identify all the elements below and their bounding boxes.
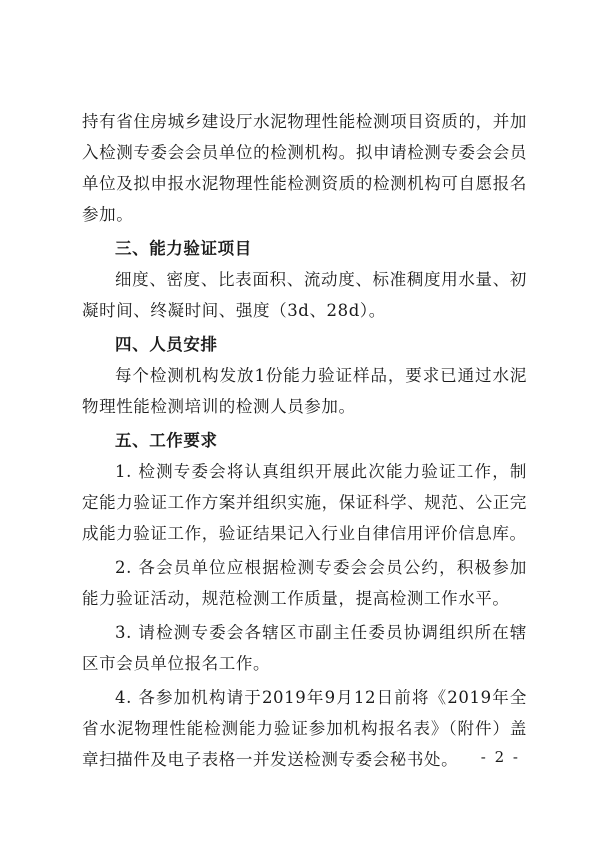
paragraph-section-4: 每个检测机构发放1份能力验证样品，要求已通过水泥物理性能检测培训的检测人员参加。 — [82, 366, 527, 416]
section-heading-3: 三、能力验证项目 — [115, 239, 252, 258]
list-item-3: 3. 请检测专委会各辖区市副主任委员协调组织所在辖区市会员单位报名工作。 — [82, 623, 527, 673]
list-item-2: 2. 各会员单位应根据检测专委会会员公约，积极参加能力验证活动，规范检测工作质量，提高检测工作水平。 — [82, 558, 527, 608]
section-heading-5: 五、工作要求 — [115, 431, 218, 450]
page-number: - 2 - — [480, 748, 520, 766]
list-item-1: 1. 检测专委会将认真组织开展此次能力验证工作，制定能力验证工作方案并组织实施，保证科学、规范、公正完成能力验证工作，验证结果记入行业自律信用评价信息库。 — [82, 462, 527, 543]
document-body — [82, 106, 527, 775]
section-heading-4: 四、人员安排 — [115, 335, 218, 354]
list-item-4: 4. 各参加机构请于2019年9月12日前将《2019年全省水泥物理性能检测能力验证参加机构报名表》（附件）盖章扫描件及电子表格一并发送检测专委会秘书处。 — [82, 688, 527, 769]
paragraph-intro: 持有省住房城乡建设厅水泥物理性能检测项目资质的，并加入检测专委会会员单位的检测机构。拟申请检测专委会会员单位及拟申报水泥物理性能检测资质的检测机构可自愿报名参加。 — [82, 112, 527, 224]
paragraph-section-3: 细度、密度、比表面积、流动度、标准稠度用水量、初凝时间、终凝时间、强度（3d、28d）。 — [82, 270, 527, 320]
